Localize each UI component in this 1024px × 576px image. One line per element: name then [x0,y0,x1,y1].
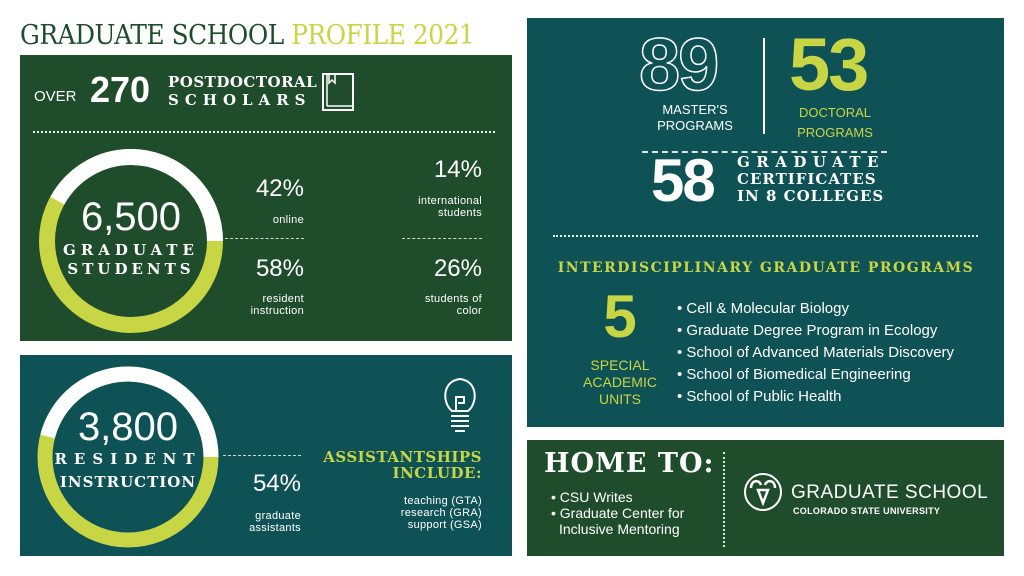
divider [33,131,495,133]
interdisciplinary-title: INTERDISCIPLINARY GRADUATE PROGRAMS [557,260,975,276]
divider [763,38,765,134]
list-item: • Graduate Center for [551,505,685,521]
book-icon [321,72,355,112]
list-item: • School of Advanced Materials Discovery [677,344,955,361]
divider [553,235,978,237]
certificates-label-2: CERTIFICATES [737,170,877,188]
home-title: HOME TO: [544,448,715,479]
online-pct: 42% [255,175,304,202]
postdoc-prefix: OVER [34,88,77,105]
doctoral-label-1: DOCTORAL [799,105,871,120]
logo-subtitle: COLORADO STATE UNIVERSITY [793,506,941,516]
list-item: • Graduate Degree Program in Ecology [677,322,938,339]
assistantships-title-1: ASSISTANTSHIPS [323,448,482,466]
list-item: support (GSA) [407,519,482,531]
doctoral-label [785,103,885,143]
assistantships-list [320,495,482,531]
list-item: teaching (GTA) [404,495,482,507]
list-item: • Cell & Molecular Biology [677,300,849,317]
resident-label-2: INSTRUCTION [59,473,197,491]
certificates-in: IN [737,187,760,205]
list-item: research (GRA) [400,507,482,519]
international-label: international students [418,195,482,219]
resident-pct: 58% [255,255,304,282]
divider [723,452,725,547]
masters-label-1: MASTER'S [662,102,728,117]
graduate-label-1: GRADUATE [63,241,199,259]
masters-label [627,102,763,134]
masters-number: 89 [639,23,718,106]
graduate-number: 6,500 [80,195,182,239]
certificates-label-1: GRADUATE [737,153,885,171]
international-pct: 14% [433,156,482,183]
logo-title: GRADUATE SCHOOL [791,482,989,503]
ram-logo-icon [743,472,783,512]
programs-panel [527,18,1004,427]
resident-instruction-panel [20,355,512,556]
graduate-label-2: STUDENTS [67,260,195,278]
masters-label-2: PROGRAMS [657,118,733,133]
postdoc-label-1: POSTDOCTORAL [168,73,318,91]
colleges-count: 8 [765,187,778,205]
resident-label-1: RESIDENT [54,450,202,468]
divider [402,238,482,239]
units-label-1: SPECIAL [590,357,650,373]
list-item: • School of Biomedical Engineering [677,366,911,383]
certificates-label [737,154,885,205]
postdoc-label-2: SCHOLARS [168,91,312,109]
units-label-2: ACADEMIC [583,374,657,390]
programs-list [677,298,954,408]
color-pct: 26% [433,255,482,282]
color-label: students of color [424,293,482,317]
doctoral-number: 53 [789,23,868,106]
graduate-students-panel [20,55,512,341]
assistantships-title-2: INCLUDE: [392,464,482,482]
list-item: Inclusive Mentoring [559,521,680,537]
units-number: 5 [603,283,637,350]
postdoc-number: 270 [90,69,151,110]
doctoral-label-2: PROGRAMS [797,125,873,140]
divider [223,455,301,456]
list-item: • School of Public Health [677,388,842,405]
certificates-colleges: COLLEGES [783,187,885,205]
units-label [577,357,663,408]
divider [225,238,304,239]
resident-label: resident instruction [250,293,304,317]
resident-number: 3,800 [77,405,179,449]
units-label-3: UNITS [599,391,641,407]
assistants-label: graduate assistants [249,510,301,534]
certificates-number: 58 [651,147,714,214]
home-to-panel [527,440,1004,556]
page-title: GRADUATE SCHOOL PROFILE 2021 [20,20,475,51]
assistants-pct: 54% [252,470,301,497]
list-item: • CSU Writes [551,489,633,505]
online-label: online [272,214,304,226]
home-list [551,489,684,537]
lightbulb-icon [440,375,480,433]
